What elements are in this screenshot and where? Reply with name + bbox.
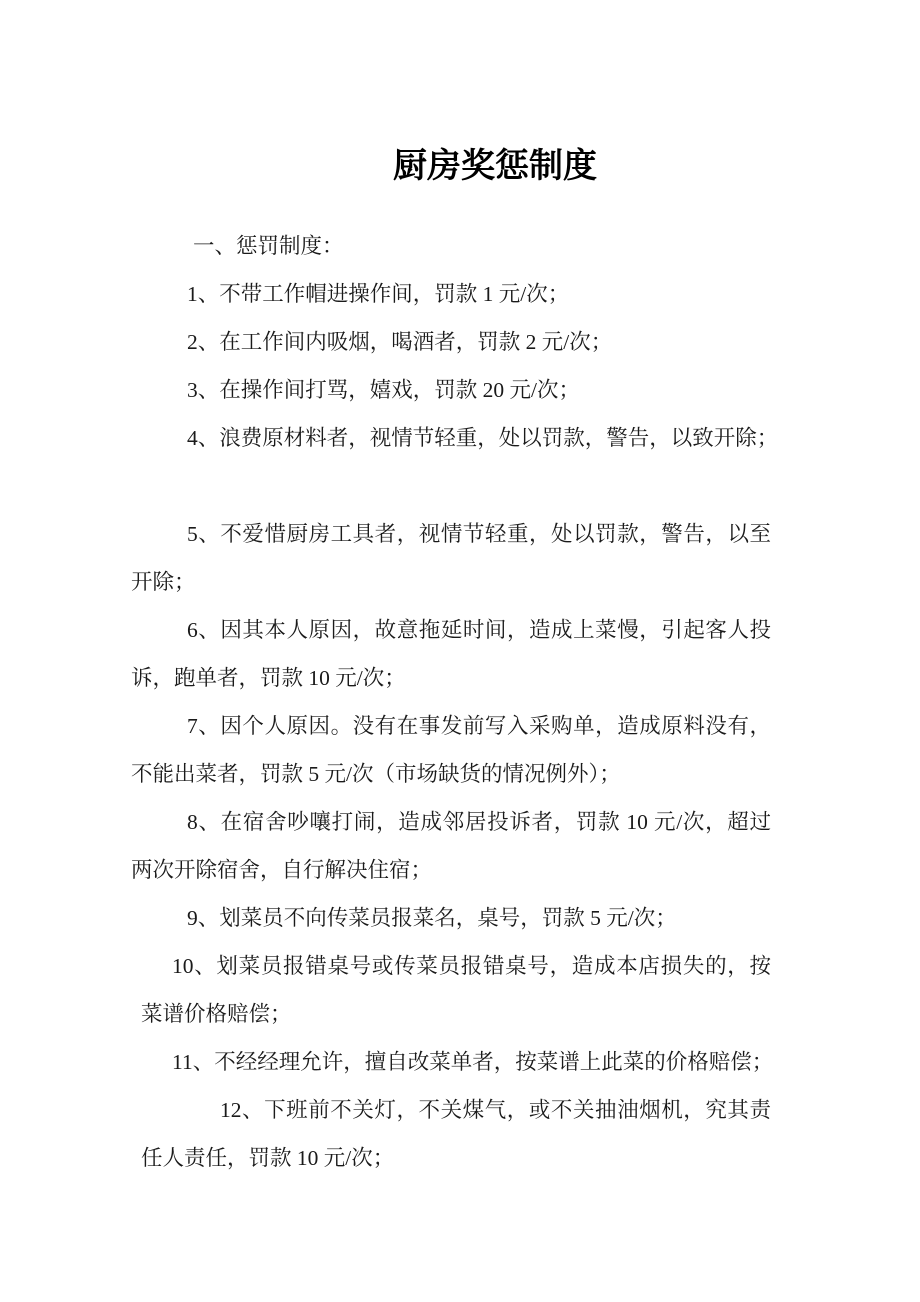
rule-5-line-2: 开除； <box>131 570 196 594</box>
rule-5-line-1: 5、不爱惜厨房工具者，视情节轻重，处以罚款，警告，以至 <box>187 522 771 546</box>
section-heading: 一、惩罚制度： <box>193 234 344 258</box>
rule-12-line-1: 12、下班前不关灯，不关煤气，或不关抽油烟机，究其责 <box>220 1098 771 1122</box>
document-body <box>131 222 779 1182</box>
paragraph-spacer <box>131 462 771 510</box>
rule-11: 11、不经经理允许，擅自改菜单者，按菜谱上此菜的价格赔偿； <box>172 1050 774 1074</box>
rule-9: 9、划菜员不向传菜员报菜名，桌号，罚款 5 元/次； <box>187 906 677 930</box>
rule-4: 4、浪费原材料者，视情节轻重，处以罚款，警告，以致开除； <box>187 426 779 450</box>
document-title: 厨房奖惩制度 <box>393 148 597 185</box>
rule-1: 1、不带工作帽进操作间，罚款 1 元/次； <box>187 282 570 306</box>
rule-8-line-2: 两次开除宿舍，自行解决住宿； <box>131 858 433 882</box>
rule-6-line-2: 诉，跑单者，罚款 10 元/次； <box>131 666 406 690</box>
rule-7-line-2: 不能出菜者，罚款 5 元/次（市场缺货的情况例外）； <box>131 762 621 786</box>
rule-8-line-1: 8、在宿舍吵嚷打闹，造成邻居投诉者，罚款 10 元/次，超过 <box>187 810 771 834</box>
rule-10-line-2: 菜谱价格赔偿； <box>141 1002 292 1026</box>
rule-12-line-2: 任人责任，罚款 10 元/次； <box>141 1146 395 1170</box>
rule-6-line-1: 6、因其本人原因，故意拖延时间，造成上菜慢，引起客人投 <box>187 618 771 642</box>
rule-7-line-1: 7、因个人原因。没有在事发前写入采购单，造成原料没有， <box>187 714 771 738</box>
rule-10-line-1: 10、划菜员报错桌号或传菜员报错桌号，造成本店损失的，按 <box>172 954 771 978</box>
rule-2: 2、在工作间内吸烟，喝酒者，罚款 2 元/次； <box>187 330 613 354</box>
rule-3: 3、在操作间打骂，嬉戏，罚款 20 元/次； <box>187 378 580 402</box>
